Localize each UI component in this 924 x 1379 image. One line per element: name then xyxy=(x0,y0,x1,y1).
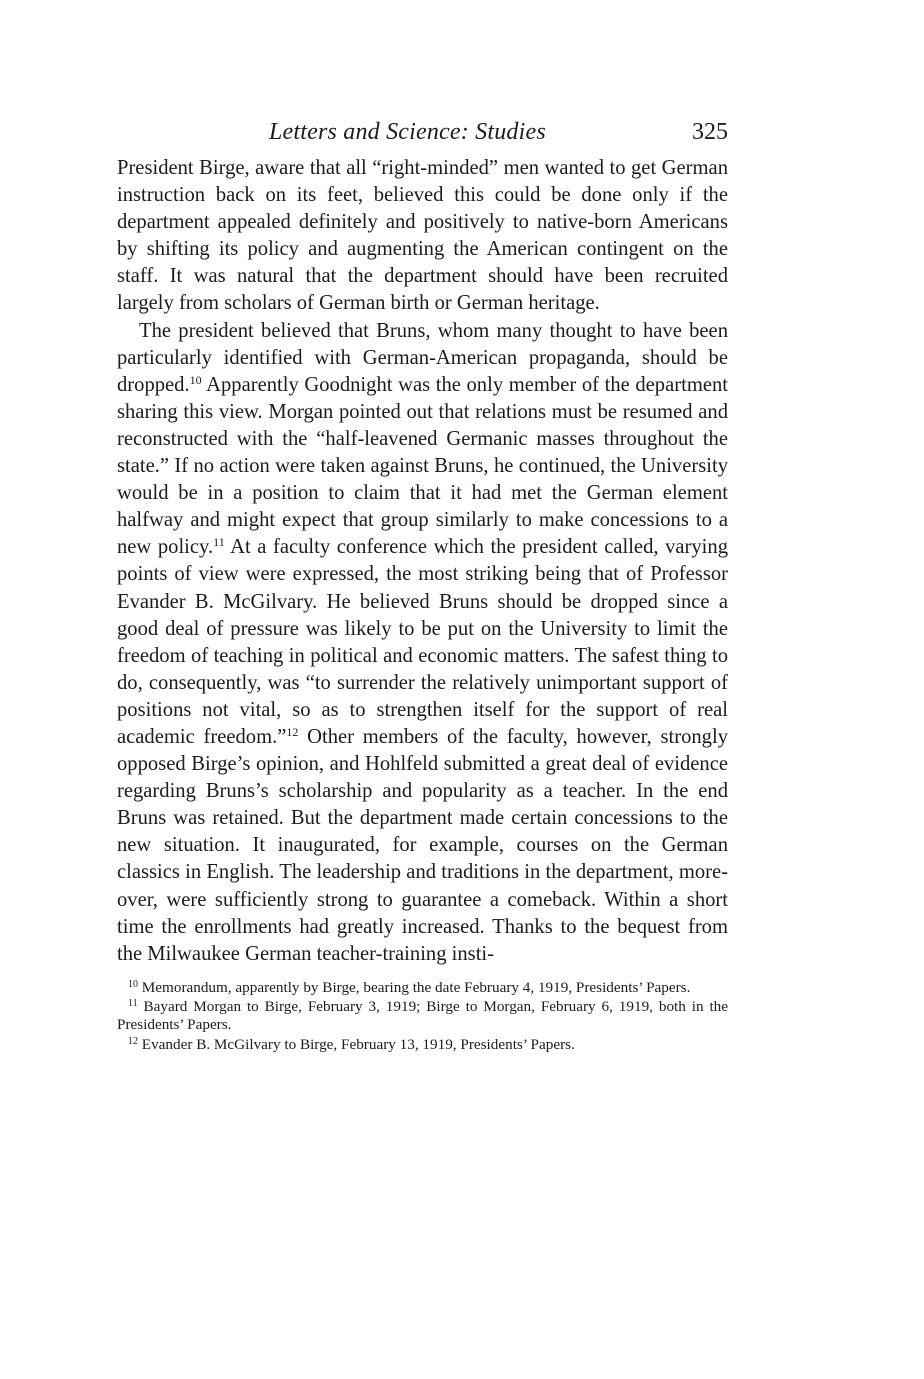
footnote-reference-11: 11 xyxy=(213,535,225,550)
paragraph-2-part-c: At a faculty conference which the president called, varying points of view were expressed, the most striking being that of Professor Evander B. McGilvary. He believed Bruns should be dropped since a good deal of pressure was likely to be put on the University to limit the freedom of teaching in political and economic matters. The safest thing to do, consequently, was “to surrender the relatively unimportant support of positions not vital, so as to strengthen itself for the support of real academic freedom.” xyxy=(117,536,728,748)
footnote-reference-10: 10 xyxy=(189,372,202,387)
footnote-number: 12 xyxy=(128,1035,138,1047)
footnote-text: Memorandum, apparently by Birge, bearing the date February 4, 1919, Presidents’ Papers. xyxy=(141,978,691,996)
paragraph-2 xyxy=(117,318,728,968)
footnote-reference-12: 12 xyxy=(286,724,299,739)
footnote-10 xyxy=(117,979,728,997)
paragraph-2-part-d: Other members of the faculty, however, strongly opposed Birge’s opinion, and Hohlfeld submitted a great deal of evidence regarding Bruns’s scholarship and popularity as a teacher. In the end Bruns was retained. But the department made certain concessions to the new situation. It inaugurated, for example, courses on the German classics in English. The leadership and traditions in the department, moreover, were sufficiently strong to guarantee a comeback. Within a short time the enrollments had greatly increased. Thanks to the bequest from the Milwaukee German teacher-training insti- xyxy=(117,725,728,965)
footnote-text: Evander B. McGilvary to Birge, February 13, 1919, Presidents’ Papers. xyxy=(141,1035,575,1053)
footnote-number: 11 xyxy=(128,998,138,1010)
paragraph-1: President Birge, aware that all “right-minded” men wanted to get German instruction back on its feet, believed this could be done only if the department appealed definitely and positively to native-born Americans by shifting its policy and augmenting the American contingent on the staff. It was natural that the department should have been recruited largely from scholars of German birth or German heritage. xyxy=(117,157,728,315)
book-page xyxy=(117,115,728,1055)
paragraph-2-part-b: Apparently Goodnight was the only member of the department sharing this view. Morgan pointed out that relations must be resumed and reconstructed with the “half-leavened Germanic masses throughout the state.” If no action were taken against Bruns, he continued, the University would be in a position to claim that it had met the German element halfway and might expect that group similarly to make concessions to a new policy. xyxy=(117,373,728,559)
running-title: Letters and Science: Studies xyxy=(269,119,546,145)
footnote-number: 10 xyxy=(128,978,138,990)
paragraph-2-part-a: The president believed that Bruns, whom many thought to have been particularly identified with German-American propaganda, should be dropped. xyxy=(117,319,728,396)
footnotes xyxy=(117,979,728,1053)
footnote-11 xyxy=(117,998,728,1033)
body-text xyxy=(117,155,728,968)
running-head xyxy=(117,115,728,155)
footnote-text: Bayard Morgan to Birge, February 3, 1919; Birge to Morgan, February 6, 1919, both in the Presidents’ Papers. xyxy=(117,998,728,1033)
footnote-12 xyxy=(117,1036,728,1054)
page-number: 325 xyxy=(692,119,728,145)
